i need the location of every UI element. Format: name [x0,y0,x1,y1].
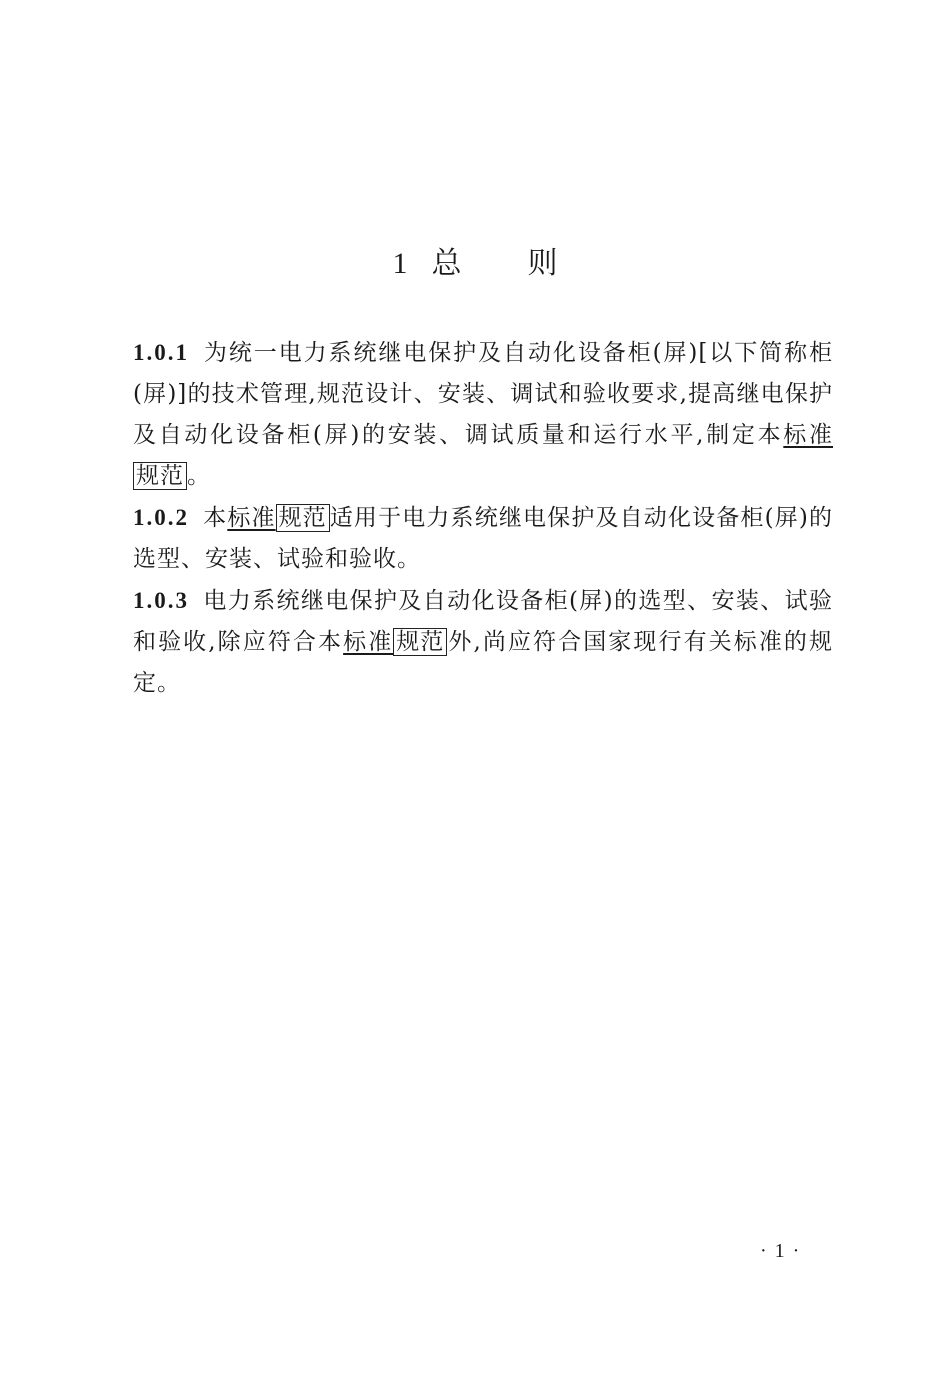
clause-number: 1.0.2 [133,505,189,530]
clause-text-end: 适用于电力系统继电保护及自动化设备柜(屏)的选型、安装、试验和验收。 [133,505,833,572]
chapter-title [0,238,950,282]
deleted-text-box: 规范 [276,504,330,532]
clause-text: 电力系统继电保护及自动化设备柜(屏)的选型、安装、试验和验收,除应符合本 [133,588,833,655]
clause-text-end: 外,尚应符合国家现行有关标准的规定。 [133,629,834,696]
chapter-number: 1 [392,247,408,281]
inserted-text: 标准 [227,505,276,531]
clause-1-0-2 [133,497,833,580]
clause-text-end: 。 [187,463,211,489]
page-number: ·1· [760,1240,808,1262]
chapter-title-char-1: 总 [431,246,462,282]
clause-text: 为统一电力系统继电保护及自动化设备柜(屏)[以下简称柜(屏)]的技术管理,规范设计、安装、调试和验收要求,提高继电保护及自动化设备柜(屏)的安装、调试质量和运行水平,制定本 [133,340,833,448]
inserted-text: 标准 [783,422,834,448]
clause-number: 1.0.1 [133,340,189,365]
clause-text: 本 [203,505,228,531]
clause-number: 1.0.3 [133,588,189,613]
clause-list [133,332,833,704]
clause-1-0-3 [133,580,833,704]
inserted-text: 标准 [343,629,394,655]
clause-1-0-1 [133,332,833,497]
deleted-text-box: 规范 [133,462,187,490]
chapter-title-char-2: 则 [527,246,558,282]
deleted-text-box: 规范 [393,628,447,656]
